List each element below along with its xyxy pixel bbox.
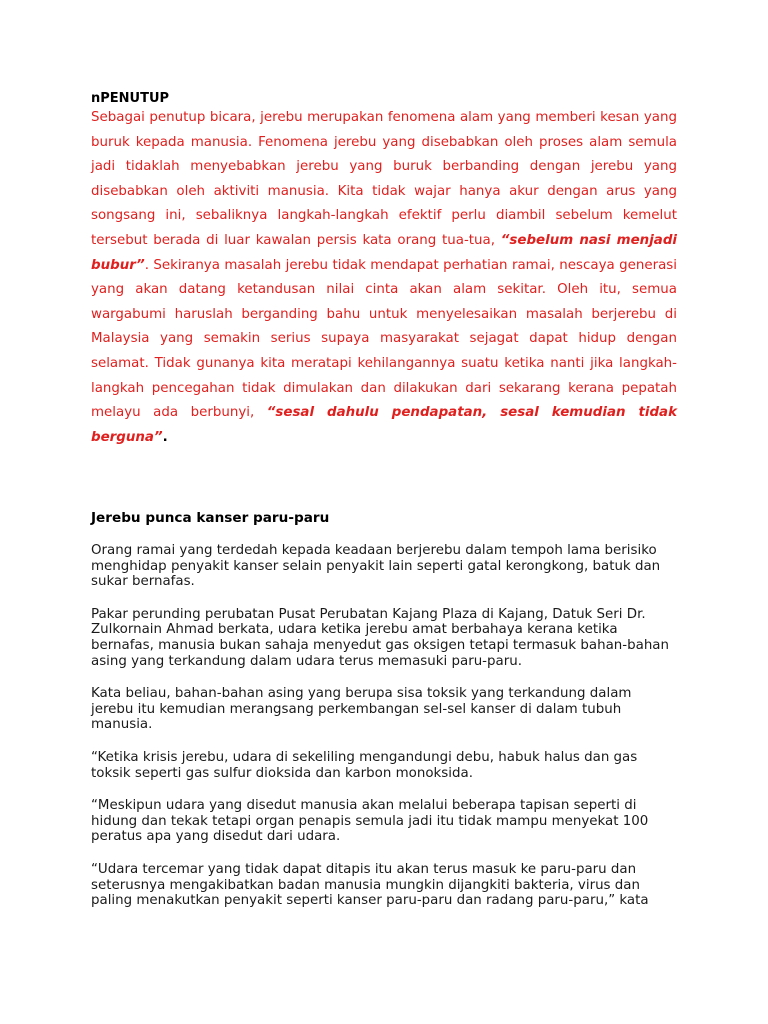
article-paragraph-3: Kata beliau, bahan-bahan asing yang berupa sisa toksik yang terkandung dalam jerebu itu kemudian merangsang perkembangan sel-sel kanser di dalam tubuh manusia. [91, 686, 632, 733]
article-title: Jerebu punca kanser paru-paru [91, 510, 330, 526]
closing-text-part-1: Sebagai penutup bicara, jerebu merupakan fenomena alam yang memberi kesan yang buruk kepada manusia. Fenomena jerebu yang disebabkan oleh proses alam semula jadi tidaklah menyebabkan jerebu yang buruk berbanding dengan jerebu yang disebabkan oleh aktiviti manusia. Kita tidak wajar hanya akur dengan arus yang songsang ini, sebaliknya langkah-langkah efektif perlu diambil sebelum kemelut tersebut berada di luar kawalan persis kata orang tua-tua, [91, 110, 677, 248]
closing-end-mark: . [162, 429, 168, 445]
closing-heading: nPENUTUP [91, 91, 170, 106]
article-paragraph-6: “Udara tercemar yang tidak dapat ditapis itu akan terus masuk ke paru-paru dan seterusnya mengakibatkan badan manusia mungkin dijangkiti bakteria, virus dan paling menakutkan penyakit seperti kanser paru-paru dan radang paru-paru,” kata [91, 861, 649, 909]
closing-paragraph [91, 106, 677, 450]
article-paragraph-4: “Ketika krisis jerebu, udara di sekeliling mengandungi debu, habuk halus dan gas toksik seperti gas sulfur dioksida dan karbon monoksida. [91, 749, 638, 781]
article-paragraph-5: “Meskipun udara yang disedut manusia akan melalui beberapa tapisan seperti di hidung dan tekak tetapi organ penapis semula jadi itu tidak mampu menyekat 100 peratus apa yang disedut dari udara. [91, 798, 649, 845]
article-paragraph-1: Orang ramai yang terdedah kepada keadaan berjerebu dalam tempoh lama berisiko menghidap penyakit kanser selain penyakit lain seperti gatal kerongkong, batuk dan sukar bernafas. [91, 543, 661, 590]
article-body [91, 543, 677, 926]
closing-text-part-2: . Sekiranya masalah jerebu tidak mendapat perhatian ramai, nescaya generasi yang akan datang ketandusan nilai cinta akan alam sekitar. Oleh itu, semua wargabumi haruslah berganding bahu untuk menyelesaikan masalah berjerebu di Malaysia yang semakin serius supaya masyarakat sejagat dapat hidup dengan selamat. Tidak gunanya kita meratapi kehilangannya suatu ketika nanti jika langkah-langkah pencegahan tidak dimulakan dan dilakukan dari sekarang kerana pepatah melayu ada berbunyi, [91, 257, 677, 421]
article-paragraph-2: Pakar perunding perubatan Pusat Perubatan Kajang Plaza di Kajang, Datuk Seri Dr. Zulkornain Ahmad berkata, udara ketika jerebu amat berbahaya kerana ketika bernafas, manusia bukan sahaja menyedut gas oksigen tetapi termasuk bahan-bahan asing yang terkandung dalam udara terus memasuki paru-paru. [91, 606, 670, 669]
closing-quote-2: “sesal dahulu pendapatan, sesal kemudian tidak berguna” [91, 405, 677, 445]
document-page [91, 91, 677, 909]
closing-quote-1: “sebelum nasi menjadi bubur” [91, 232, 677, 273]
